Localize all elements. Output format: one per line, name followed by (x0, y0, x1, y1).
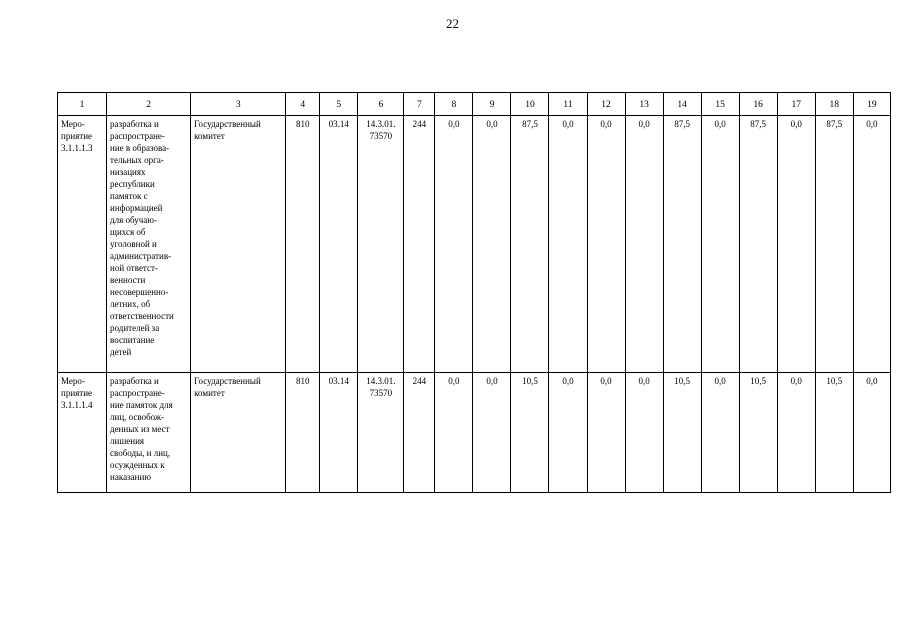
table-cell: 0,0 (435, 373, 473, 493)
table-cell: 0,0 (549, 116, 587, 373)
table-cell: 0,0 (435, 116, 473, 373)
measure-description-cell: разработка и распростране- ние в образова- тельных орга- низациях республики памяток с информацией для обучаю- щихся об уголовной и административ- ной ответст- венности несовершенно- летних, об ответственности родителей за воспитание детей (107, 116, 191, 373)
table-cell: 0,0 (473, 116, 511, 373)
table-cell: 0,0 (777, 116, 815, 373)
table-cell: 14.3.01. 73570 (358, 116, 404, 373)
column-header: 12 (587, 93, 625, 116)
table-cell: 10,5 (511, 373, 549, 493)
column-header: 2 (107, 93, 191, 116)
executor-cell: Государственный комитет (191, 116, 286, 373)
column-header: 9 (473, 93, 511, 116)
table-cell: 244 (404, 116, 435, 373)
column-header: 11 (549, 93, 587, 116)
column-header: 3 (191, 93, 286, 116)
column-header: 17 (777, 93, 815, 116)
column-header: 4 (286, 93, 320, 116)
table-cell: 0,0 (625, 373, 663, 493)
table-header-row (58, 93, 891, 116)
table-cell: 10,5 (739, 373, 777, 493)
column-header: 5 (320, 93, 358, 116)
table-cell: 87,5 (815, 116, 853, 373)
table-cell: 03.14 (320, 373, 358, 493)
table-cell: 0,0 (625, 116, 663, 373)
table-cell: 0,0 (777, 373, 815, 493)
table-cell: 03.14 (320, 116, 358, 373)
table-cell: 87,5 (739, 116, 777, 373)
table-cell: 87,5 (511, 116, 549, 373)
table-cell: 0,0 (587, 116, 625, 373)
column-header: 15 (701, 93, 739, 116)
table-cell: 0,0 (587, 373, 625, 493)
table-cell: 0,0 (701, 116, 739, 373)
table-cell: 10,5 (815, 373, 853, 493)
table-cell: 244 (404, 373, 435, 493)
table-cell: 0,0 (701, 373, 739, 493)
column-header: 19 (853, 93, 890, 116)
table-cell: 0,0 (473, 373, 511, 493)
table-cell: 0,0 (853, 116, 890, 373)
column-header: 8 (435, 93, 473, 116)
measure-description-cell: разработка и распростране- ние памяток для лиц, освобож- денных из мест лишения свободы, и лиц, осужденных к наказанию (107, 373, 191, 493)
column-header: 10 (511, 93, 549, 116)
budget-table (57, 92, 891, 493)
table-cell: 0,0 (853, 373, 890, 493)
measure-code-cell: Меро- приятие 3.1.1.1.3 (58, 116, 107, 373)
executor-cell: Государственный комитет (191, 373, 286, 493)
table-cell: 810 (286, 373, 320, 493)
column-header: 18 (815, 93, 853, 116)
table-cell: 810 (286, 116, 320, 373)
table-cell: 0,0 (549, 373, 587, 493)
column-header: 13 (625, 93, 663, 116)
measure-code-cell: Меро- приятие 3.1.1.1.4 (58, 373, 107, 493)
table-cell: 87,5 (663, 116, 701, 373)
column-header: 14 (663, 93, 701, 116)
table-row (58, 116, 891, 373)
table-cell: 10,5 (663, 373, 701, 493)
table-row (58, 373, 891, 493)
column-header: 16 (739, 93, 777, 116)
column-header: 1 (58, 93, 107, 116)
column-header: 7 (404, 93, 435, 116)
column-header: 6 (358, 93, 404, 116)
table-cell: 14.3.01. 73570 (358, 373, 404, 493)
page-number: 22 (446, 16, 459, 31)
